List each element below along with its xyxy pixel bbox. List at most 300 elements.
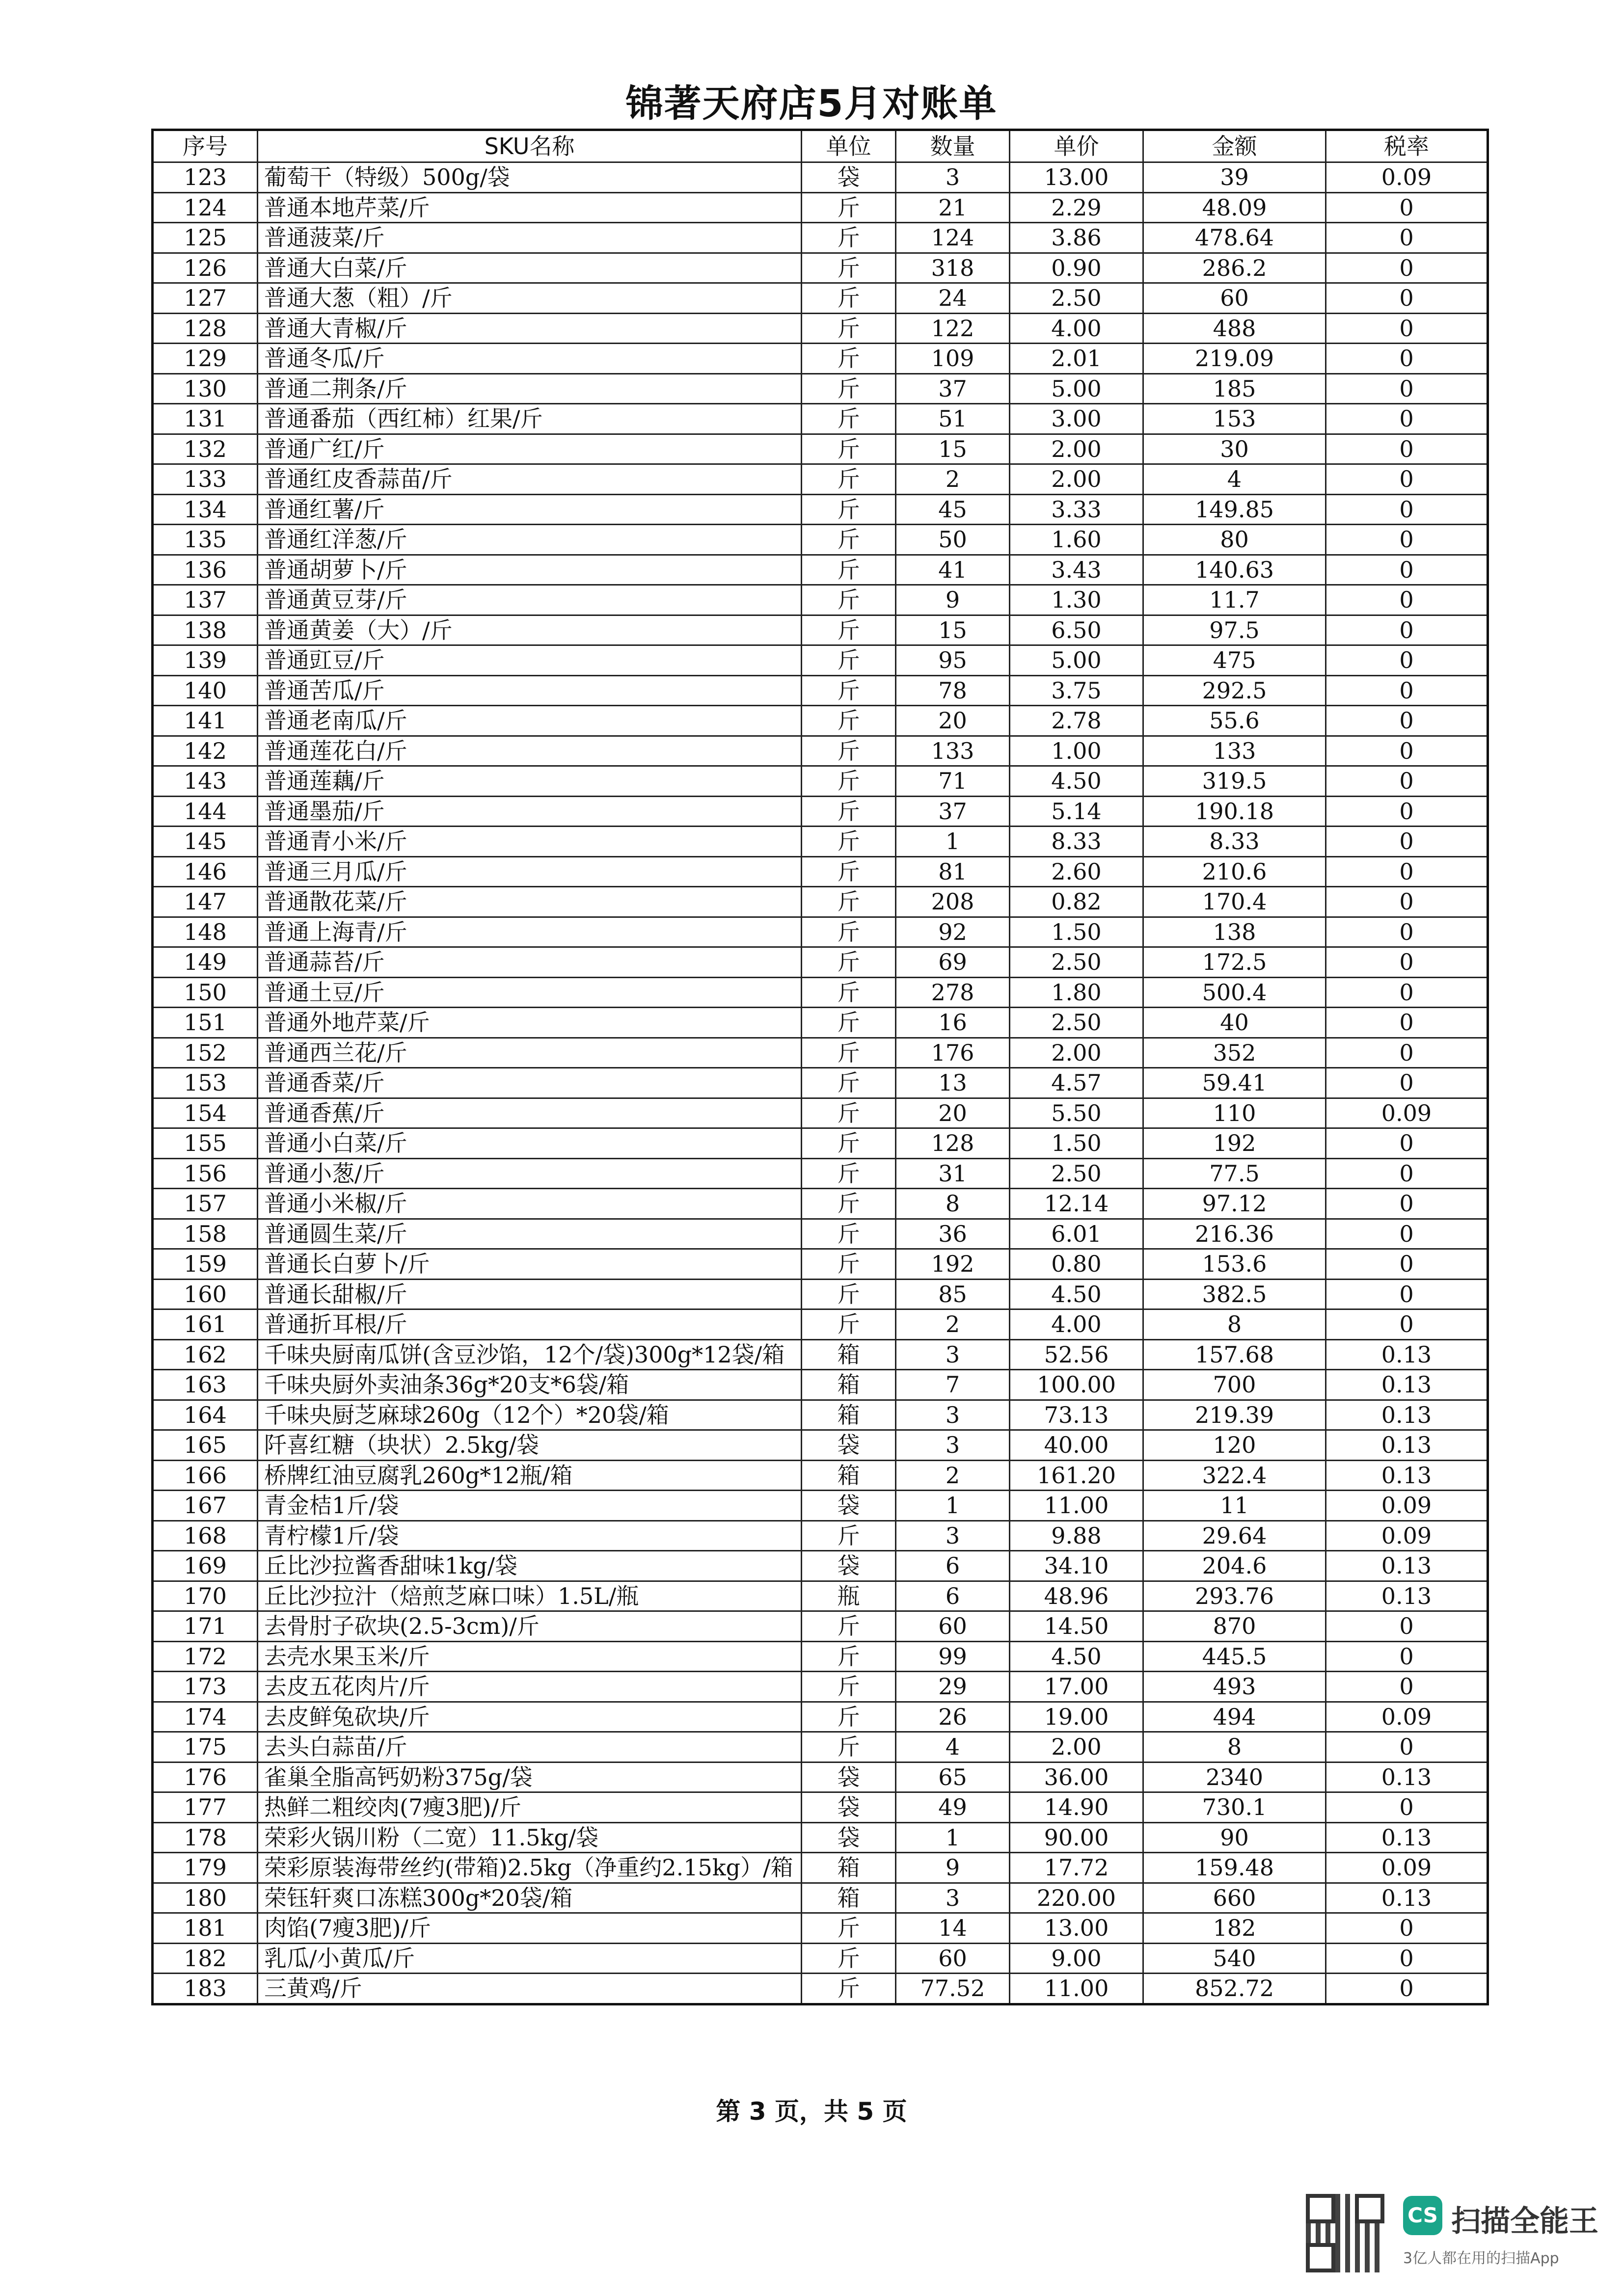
unit-cell: 斤 [802,1008,896,1038]
tax-rate-cell: 0.09 [1326,162,1488,193]
unit-cell: 斤 [802,283,896,314]
table-row [153,404,1488,434]
unit-price-cell: 0.82 [1010,887,1143,917]
quantity-cell: 3 [896,1339,1010,1370]
quantity-cell: 81 [896,856,1010,887]
unit-cell: 斤 [802,827,896,857]
header-sku-name: SKU名称 [258,130,802,162]
table-row [153,1491,1488,1521]
tax-rate-cell: 0 [1326,1672,1488,1702]
table-row [153,555,1488,585]
unit-price-cell: 3.00 [1010,404,1143,434]
table-row [153,856,1488,887]
row-index-cell: 166 [153,1460,258,1491]
sku-name-cell: 普通二荆条/斤 [258,374,802,404]
row-index-cell: 170 [153,1581,258,1611]
unit-cell: 袋 [802,1792,896,1823]
tax-rate-cell: 0 [1326,675,1488,706]
unit-cell: 斤 [802,796,896,827]
sku-name-cell: 荣彩火锅川粉（二宽）11.5kg/袋 [258,1822,802,1853]
tax-rate-cell: 0 [1326,1008,1488,1038]
table-row [153,917,1488,947]
unit-cell: 斤 [802,253,896,283]
quantity-cell: 9 [896,1853,1010,1883]
tax-rate-cell: 0 [1326,404,1488,434]
quantity-cell: 7 [896,1370,1010,1400]
amount-cell: 700 [1143,1370,1326,1400]
tax-rate-cell: 0 [1326,1249,1488,1280]
sku-name-cell: 热鲜二粗绞肉(7瘦3肥)/斤 [258,1792,802,1823]
row-index-cell: 128 [153,313,258,344]
unit-cell: 斤 [802,1732,896,1762]
unit-cell: 斤 [802,1128,896,1159]
row-index-cell: 175 [153,1732,258,1762]
unit-price-cell: 9.88 [1010,1521,1143,1551]
tax-rate-cell: 0 [1326,1611,1488,1642]
amount-cell: 59.41 [1143,1068,1326,1098]
unit-cell: 箱 [802,1883,896,1913]
sku-name-cell: 普通土豆/斤 [258,977,802,1008]
row-index-cell: 177 [153,1792,258,1823]
row-index-cell: 124 [153,192,258,223]
sku-name-cell: 普通圆生菜/斤 [258,1219,802,1249]
tax-rate-cell: 0.13 [1326,1883,1488,1913]
tax-rate-cell: 0 [1326,1641,1488,1672]
sku-name-cell: 普通折耳根/斤 [258,1309,802,1340]
amount-cell: 488 [1143,313,1326,344]
amount-cell: 292.5 [1143,675,1326,706]
unit-cell: 斤 [802,1913,896,1944]
sku-name-cell: 普通小白菜/斤 [258,1128,802,1159]
quantity-cell: 9 [896,585,1010,615]
quantity-cell: 69 [896,947,1010,978]
quantity-cell: 13 [896,1068,1010,1098]
quantity-cell: 8 [896,1189,1010,1219]
amount-cell: 322.4 [1143,1460,1326,1491]
sku-name-cell: 普通小葱/斤 [258,1158,802,1189]
unit-cell: 箱 [802,1460,896,1491]
row-index-cell: 162 [153,1339,258,1370]
quantity-cell: 208 [896,887,1010,917]
amount-cell: 40 [1143,1008,1326,1038]
unit-price-cell: 100.00 [1010,1370,1143,1400]
sku-name-cell: 去皮鲜兔砍块/斤 [258,1702,802,1732]
quantity-cell: 20 [896,1098,1010,1128]
row-index-cell: 178 [153,1822,258,1853]
quantity-cell: 192 [896,1249,1010,1280]
unit-cell: 斤 [802,1611,896,1642]
table-row [153,1430,1488,1461]
quantity-cell: 65 [896,1762,1010,1792]
sku-name-cell: 千味央厨南瓜饼(含豆沙馅，12个/袋)300g*12袋/箱 [258,1339,802,1370]
table-row [153,947,1488,978]
page-number: 第 3 页，共 5 页 [716,2097,907,2126]
unit-price-cell: 0.80 [1010,1249,1143,1280]
row-index-cell: 165 [153,1430,258,1461]
table-row [153,1158,1488,1189]
row-index-cell: 125 [153,223,258,253]
tax-rate-cell: 0 [1326,736,1488,766]
amount-cell: 11.7 [1143,585,1326,615]
quantity-cell: 1 [896,1491,1010,1521]
quantity-cell: 1 [896,1822,1010,1853]
unit-cell: 斤 [802,766,896,797]
amount-cell: 478.64 [1143,223,1326,253]
unit-cell: 斤 [802,525,896,555]
tax-rate-cell: 0.09 [1326,1491,1488,1521]
row-index-cell: 159 [153,1249,258,1280]
amount-cell: 157.68 [1143,1339,1326,1370]
tax-rate-cell: 0.09 [1326,1853,1488,1883]
tax-rate-cell: 0 [1326,1732,1488,1762]
quantity-cell: 51 [896,404,1010,434]
unit-cell: 斤 [802,223,896,253]
unit-price-cell: 2.00 [1010,1038,1143,1068]
amount-cell: 319.5 [1143,766,1326,797]
table-row [153,344,1488,374]
amount-cell: 55.6 [1143,706,1326,736]
unit-price-cell: 52.56 [1010,1339,1143,1370]
quantity-cell: 109 [896,344,1010,374]
quantity-cell: 15 [896,615,1010,645]
amount-cell: 149.85 [1143,494,1326,525]
tax-rate-cell: 0 [1326,192,1488,223]
row-index-cell: 183 [153,1974,258,2004]
quantity-cell: 133 [896,736,1010,766]
sku-name-cell: 丘比沙拉酱香甜味1kg/袋 [258,1551,802,1581]
unit-price-cell: 48.96 [1010,1581,1143,1611]
quantity-cell: 31 [896,1158,1010,1189]
unit-cell: 袋 [802,1762,896,1792]
unit-cell: 袋 [802,162,896,193]
row-index-cell: 157 [153,1189,258,1219]
table-row [153,585,1488,615]
unit-cell: 瓶 [802,1581,896,1611]
amount-cell: 29.64 [1143,1521,1326,1551]
table-row [153,1883,1488,1913]
unit-cell: 斤 [802,887,896,917]
unit-price-cell: 2.50 [1010,1008,1143,1038]
sku-name-cell: 普通红薯/斤 [258,494,802,525]
unit-price-cell: 2.29 [1010,192,1143,223]
quantity-cell: 37 [896,796,1010,827]
row-index-cell: 148 [153,917,258,947]
page-title: 锦著天府店5月对账单 [625,81,998,125]
header-unit: 单位 [802,130,896,162]
row-index-cell: 179 [153,1853,258,1883]
amount-cell: 8.33 [1143,827,1326,857]
row-index-cell: 181 [153,1913,258,1944]
amount-cell: 293.76 [1143,1581,1326,1611]
row-index-cell: 164 [153,1400,258,1430]
tax-rate-cell: 0.09 [1326,1521,1488,1551]
row-index-cell: 144 [153,796,258,827]
tax-rate-cell: 0 [1326,1038,1488,1068]
table-row [153,1189,1488,1219]
row-index-cell: 132 [153,434,258,464]
sku-name-cell: 普通西兰花/斤 [258,1038,802,1068]
table-row [153,1732,1488,1762]
quantity-cell: 2 [896,1460,1010,1491]
quantity-cell: 95 [896,645,1010,676]
quantity-cell: 21 [896,192,1010,223]
tax-rate-cell: 0 [1326,585,1488,615]
unit-cell: 斤 [802,192,896,223]
tax-rate-cell: 0 [1326,253,1488,283]
sku-name-cell: 去皮五花肉片/斤 [258,1672,802,1702]
tax-rate-cell: 0 [1326,1068,1488,1098]
table-row [153,1913,1488,1944]
row-index-cell: 130 [153,374,258,404]
tax-rate-cell: 0.09 [1326,1702,1488,1732]
tax-rate-cell: 0 [1326,856,1488,887]
row-index-cell: 127 [153,283,258,314]
tax-rate-cell: 0 [1326,464,1488,495]
scanner-brand-name: 扫描全能王 [1451,2204,1598,2239]
quantity-cell: 124 [896,223,1010,253]
unit-cell: 斤 [802,1158,896,1189]
sku-name-cell: 雀巢全脂高钙奶粉375g/袋 [258,1762,802,1792]
row-index-cell: 174 [153,1702,258,1732]
table-header-row [153,130,1488,162]
row-index-cell: 131 [153,404,258,434]
sku-name-cell: 桥牌红油豆腐乳260g*12瓶/箱 [258,1460,802,1491]
sku-name-cell: 三黄鸡/斤 [258,1974,802,2004]
unit-price-cell: 4.00 [1010,313,1143,344]
unit-cell: 斤 [802,494,896,525]
table-row [153,1974,1488,2004]
qr-code-icon [1306,2194,1384,2272]
unit-price-cell: 5.14 [1010,796,1143,827]
tax-rate-cell: 0 [1326,1943,1488,1974]
quantity-cell: 3 [896,1400,1010,1430]
table-row [153,766,1488,797]
table-row [153,887,1488,917]
unit-cell: 袋 [802,1822,896,1853]
row-index-cell: 154 [153,1098,258,1128]
tax-rate-cell: 0 [1326,1309,1488,1340]
sku-name-cell: 普通莲藕/斤 [258,766,802,797]
amount-cell: 730.1 [1143,1792,1326,1823]
quantity-cell: 128 [896,1128,1010,1159]
amount-cell: 185 [1143,374,1326,404]
unit-cell: 斤 [802,706,896,736]
amount-cell: 870 [1143,1611,1326,1642]
amount-cell: 159.48 [1143,1853,1326,1883]
tax-rate-cell: 0 [1326,1158,1488,1189]
statement-table [151,129,1489,2005]
unit-price-cell: 2.50 [1010,283,1143,314]
quantity-cell: 1 [896,827,1010,857]
amount-cell: 153.6 [1143,1249,1326,1280]
quantity-cell: 16 [896,1008,1010,1038]
unit-cell: 斤 [802,977,896,1008]
table-row [153,675,1488,706]
row-index-cell: 150 [153,977,258,1008]
row-index-cell: 180 [153,1883,258,1913]
unit-price-cell: 17.72 [1010,1853,1143,1883]
row-index-cell: 138 [153,615,258,645]
quantity-cell: 99 [896,1641,1010,1672]
sku-name-cell: 千味央厨外卖油条36g*20支*6袋/箱 [258,1370,802,1400]
amount-cell: 219.39 [1143,1400,1326,1430]
sku-name-cell: 普通青小米/斤 [258,827,802,857]
sku-name-cell: 普通苦瓜/斤 [258,675,802,706]
quantity-cell: 318 [896,253,1010,283]
quantity-cell: 278 [896,977,1010,1008]
quantity-cell: 77.52 [896,1974,1010,2004]
unit-price-cell: 161.20 [1010,1460,1143,1491]
tax-rate-cell: 0 [1326,1279,1488,1309]
sku-name-cell: 普通红洋葱/斤 [258,525,802,555]
table-row [153,1943,1488,1974]
amount-cell: 210.6 [1143,856,1326,887]
unit-price-cell: 6.50 [1010,615,1143,645]
unit-price-cell: 1.80 [1010,977,1143,1008]
row-index-cell: 173 [153,1672,258,1702]
tax-rate-cell: 0 [1326,283,1488,314]
quantity-cell: 3 [896,1883,1010,1913]
unit-cell: 斤 [802,404,896,434]
unit-price-cell: 2.00 [1010,1732,1143,1762]
unit-cell: 斤 [802,736,896,766]
quantity-cell: 2 [896,464,1010,495]
tax-rate-cell: 0 [1326,1913,1488,1944]
tax-rate-cell: 0.13 [1326,1581,1488,1611]
amount-cell: 4 [1143,464,1326,495]
tax-rate-cell: 0 [1326,434,1488,464]
row-index-cell: 153 [153,1068,258,1098]
row-index-cell: 141 [153,706,258,736]
unit-cell: 斤 [802,344,896,374]
unit-price-cell: 2.50 [1010,947,1143,978]
sku-name-cell: 普通香蕉/斤 [258,1098,802,1128]
quantity-cell: 92 [896,917,1010,947]
table-row [153,645,1488,676]
table-row [153,1068,1488,1098]
tax-rate-cell: 0 [1326,344,1488,374]
quantity-cell: 6 [896,1581,1010,1611]
amount-cell: 11 [1143,1491,1326,1521]
quantity-cell: 71 [896,766,1010,797]
unit-price-cell: 2.50 [1010,1158,1143,1189]
sku-name-cell: 青柠檬1斤/袋 [258,1521,802,1551]
amount-cell: 60 [1143,283,1326,314]
quantity-cell: 36 [896,1219,1010,1249]
table-row [153,1219,1488,1249]
sku-name-cell: 去骨肘子砍块(2.5-3cm)/斤 [258,1611,802,1642]
table-row [153,706,1488,736]
unit-price-cell: 220.00 [1010,1883,1143,1913]
quantity-cell: 29 [896,1672,1010,1702]
table-row [153,1098,1488,1128]
tax-rate-cell: 0.13 [1326,1339,1488,1370]
quantity-cell: 41 [896,555,1010,585]
sku-name-cell: 普通红皮香蒜苗/斤 [258,464,802,495]
amount-cell: 97.12 [1143,1189,1326,1219]
sku-name-cell: 葡萄干（特级）500g/袋 [258,162,802,193]
unit-cell: 袋 [802,1491,896,1521]
amount-cell: 475 [1143,645,1326,676]
unit-price-cell: 90.00 [1010,1822,1143,1853]
table-row [153,1521,1488,1551]
table-row [153,374,1488,404]
sku-name-cell: 乳瓜/小黄瓜/斤 [258,1943,802,1974]
table-row [153,1400,1488,1430]
unit-price-cell: 8.33 [1010,827,1143,857]
table-row [153,977,1488,1008]
table-row [153,1792,1488,1823]
amount-cell: 500.4 [1143,977,1326,1008]
amount-cell: 138 [1143,917,1326,947]
unit-cell: 斤 [802,434,896,464]
sku-name-cell: 荣彩原装海带丝约(带箱)2.5kg（净重约2.15kg）/箱 [258,1853,802,1883]
header-index: 序号 [153,130,258,162]
unit-price-cell: 6.01 [1010,1219,1143,1249]
tax-rate-cell: 0 [1326,313,1488,344]
row-index-cell: 123 [153,162,258,193]
table-row [153,1702,1488,1732]
amount-cell: 39 [1143,162,1326,193]
sku-name-cell: 青金桔1斤/袋 [258,1491,802,1521]
table-row [153,494,1488,525]
unit-cell: 斤 [802,1249,896,1280]
amount-cell: 153 [1143,404,1326,434]
unit-cell: 斤 [802,1943,896,1974]
unit-cell: 斤 [802,1219,896,1249]
unit-price-cell: 11.00 [1010,1491,1143,1521]
tax-rate-cell: 0 [1326,766,1488,797]
unit-price-cell: 1.00 [1010,736,1143,766]
amount-cell: 204.6 [1143,1551,1326,1581]
amount-cell: 110 [1143,1098,1326,1128]
sku-name-cell: 普通广红/斤 [258,434,802,464]
unit-price-cell: 2.78 [1010,706,1143,736]
tax-rate-cell: 0 [1326,555,1488,585]
unit-price-cell: 17.00 [1010,1672,1143,1702]
sku-name-cell: 普通老南瓜/斤 [258,706,802,736]
scanner-tagline: 3亿人都在用的扫描App [1403,2250,1559,2267]
row-index-cell: 143 [153,766,258,797]
row-index-cell: 155 [153,1128,258,1159]
amount-cell: 97.5 [1143,615,1326,645]
row-index-cell: 133 [153,464,258,495]
tax-rate-cell: 0 [1326,1189,1488,1219]
unit-price-cell: 1.60 [1010,525,1143,555]
unit-cell: 箱 [802,1339,896,1370]
unit-cell: 袋 [802,1430,896,1461]
row-index-cell: 176 [153,1762,258,1792]
row-index-cell: 140 [153,675,258,706]
sku-name-cell: 普通长甜椒/斤 [258,1279,802,1309]
unit-price-cell: 2.00 [1010,464,1143,495]
sku-name-cell: 普通大葱（粗）/斤 [258,283,802,314]
row-index-cell: 135 [153,525,258,555]
row-index-cell: 151 [153,1008,258,1038]
unit-price-cell: 1.50 [1010,917,1143,947]
tax-rate-cell: 0.13 [1326,1551,1488,1581]
tax-rate-cell: 0.13 [1326,1400,1488,1430]
unit-price-cell: 36.00 [1010,1762,1143,1792]
amount-cell: 2340 [1143,1762,1326,1792]
table-row [153,283,1488,314]
tax-rate-cell: 0 [1326,947,1488,978]
tax-rate-cell: 0 [1326,887,1488,917]
quantity-cell: 85 [896,1279,1010,1309]
unit-cell: 斤 [802,1038,896,1068]
unit-cell: 斤 [802,313,896,344]
quantity-cell: 20 [896,706,1010,736]
